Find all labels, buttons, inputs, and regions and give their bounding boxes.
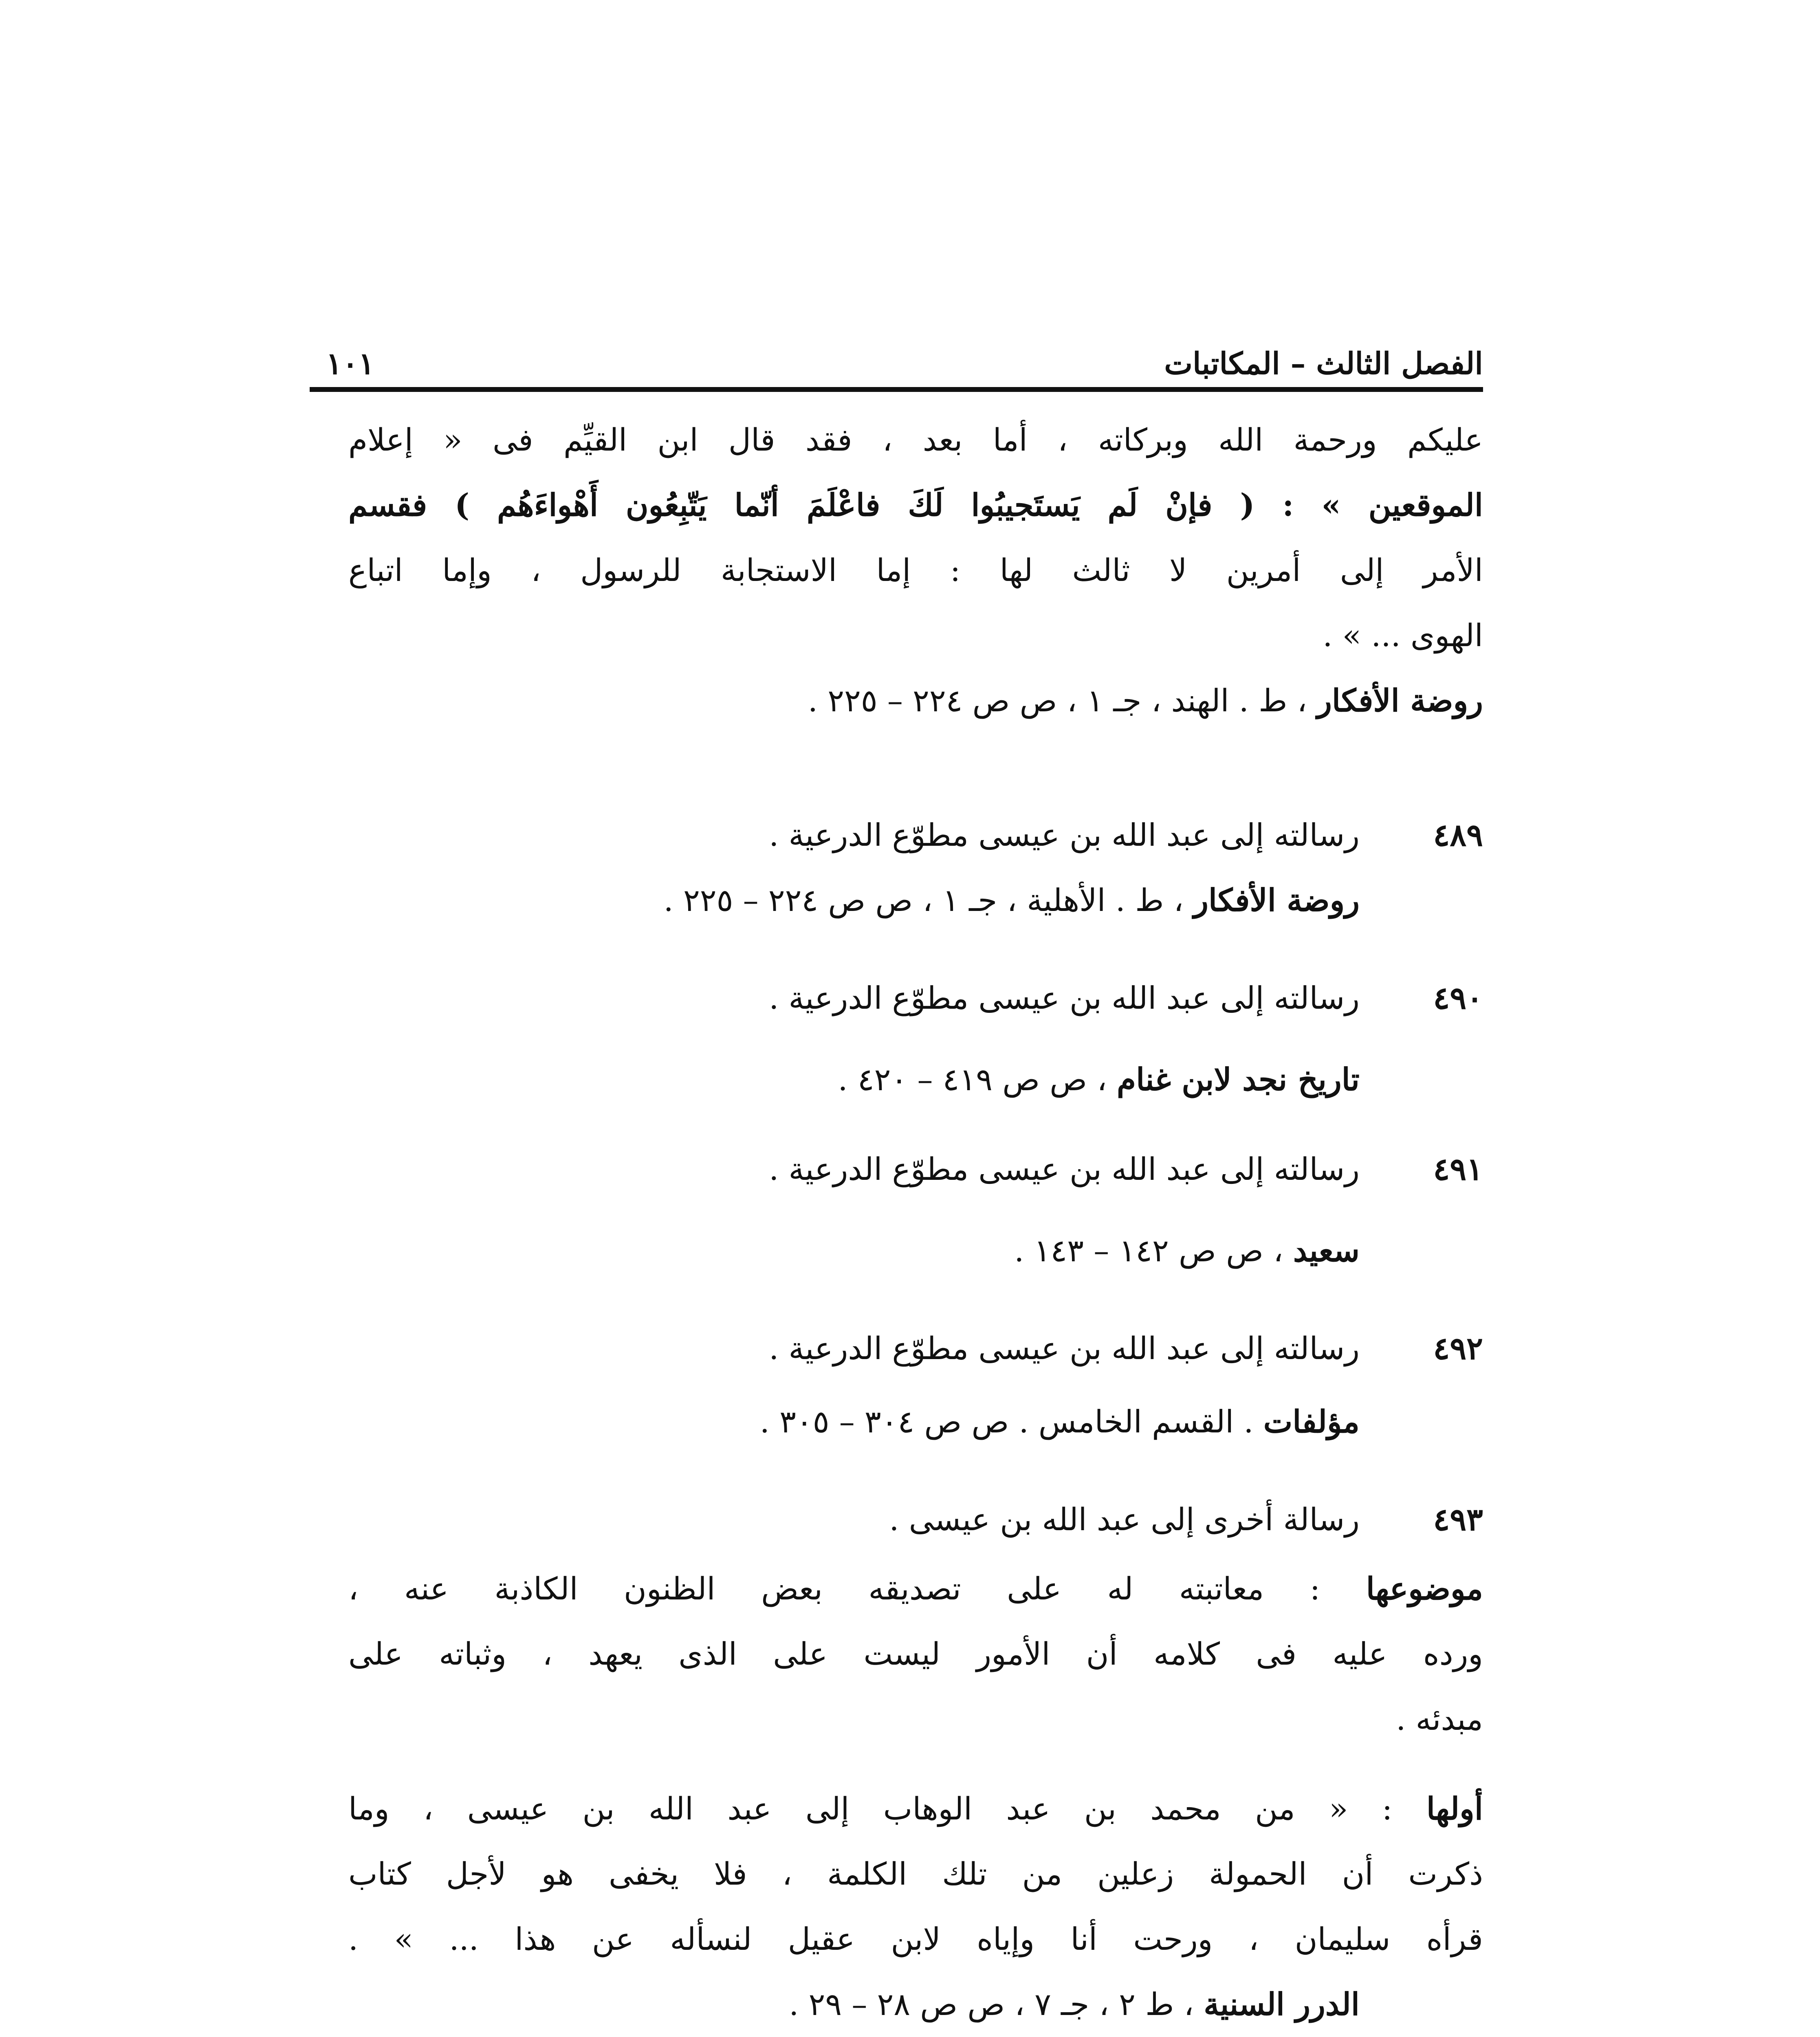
page-header <box>310 322 1483 387</box>
entry-topic-line-2: ورده عليه فى كلامه أن الأمور ليست على الذى يعهد ، وثباته على <box>348 1636 1483 1672</box>
source-title: روضة الأفكار <box>1317 682 1483 719</box>
entry-first-line-3: قرأه سليمان ، ورحت أنا وإياه لابن عقيل لنسأله عن هذا ... » . <box>348 1921 1483 1957</box>
entry-first-line-2: ذكرت أن الحمولة زعلين من تلك الكلمة ، فلا يخفى هو لأجل كتاب <box>348 1856 1483 1892</box>
intro-line-4: الهوى ... » . <box>1323 617 1483 653</box>
entry-first-line-1: أولها : « من محمد بن عبد الوهاب إلى عبد الله بن عيسى ، وما <box>348 1791 1483 1827</box>
entry-topic-line-3: مبدئه . <box>1396 1701 1483 1737</box>
intro-source <box>348 668 1483 733</box>
source-title: مؤلفات <box>1263 1403 1360 1440</box>
entry-number: ٤٨٩ <box>1433 817 1483 853</box>
entry-source <box>348 1047 1360 1112</box>
intro-line-3: الأمر إلى أمرين لا ثالث لها : إما الاستجابة للرسول ، وإما اتباع <box>348 552 1483 588</box>
source-details: ، ط ٢ ، جـ ٧ ، ص ص ٢٨ – ٢٩ . <box>789 1986 1194 2022</box>
entry-title: رسالته إلى عبد الله بن عيسى مطوّع الدرعية . <box>769 1330 1360 1366</box>
source-details: ، ط . الهند ، جـ ١ ، ص ص ٢٢٤ – ٢٢٥ . <box>808 682 1307 719</box>
entry-source <box>348 1389 1360 1454</box>
entry-source <box>348 1218 1360 1283</box>
entry-topic-line-1: موضوعها : معاتبته له على تصديقه بعض الظنون الكاذبة عنه ، <box>348 1571 1483 1607</box>
entry-title: رسالة أخرى إلى عبد الله بن عيسى . <box>889 1501 1360 1538</box>
entry-title: رسالته إلى عبد الله بن عيسى مطوّع الدرعية . <box>769 980 1360 1016</box>
entry-number: ٤٩١ <box>1433 1151 1483 1187</box>
intro-line-1: عليكم ورحمة الله وبركاته ، أما بعد ، فقد قال ابن القيِّم فى « إعلام <box>348 422 1483 458</box>
topic-label: موضوعها <box>1366 1571 1483 1607</box>
intro-line-2: الموقعين » : ( فإنْ لَم يَستَجيبُوا لَكَ فاعْلَمَ أنّما يَتّبِعُون أَهْواءَهُم ) فقسم <box>348 487 1483 523</box>
entry-number: ٤٩٣ <box>1433 1501 1483 1538</box>
entry-source <box>348 868 1360 933</box>
first-label: أولها <box>1426 1791 1483 1827</box>
entry-title: رسالته إلى عبد الله بن عيسى مطوّع الدرعية . <box>769 1151 1360 1187</box>
source-title: روضة الأفكار <box>1193 882 1360 918</box>
source-details: ، ص ص ١٤٢ – ١٤٣ . <box>1014 1232 1283 1269</box>
source-title: سعيد <box>1293 1232 1360 1269</box>
entry-title: رسالته إلى عبد الله بن عيسى مطوّع الدرعية . <box>769 817 1360 853</box>
entry-source <box>348 1972 1360 2037</box>
page-number: ١٠١ <box>326 346 375 381</box>
source-title: تاريخ نجد لابن غنام <box>1117 1061 1360 1098</box>
chapter-title: الفصل الثالث – المكاتبات <box>1164 346 1483 381</box>
source-title: الدرر السنية <box>1204 1986 1360 2022</box>
entry-number: ٤٩٢ <box>1433 1330 1483 1366</box>
entry-number: ٤٩٠ <box>1433 980 1483 1016</box>
source-details: ، ص ص ٤١٩ – ٤٢٠ . <box>838 1061 1107 1098</box>
header-divider <box>310 387 1483 392</box>
source-details: ، ط . الأهلية ، جـ ١ ، ص ص ٢٢٤ – ٢٢٥ . <box>663 882 1184 918</box>
source-details: . القسم الخامس . ص ص ٣٠٤ – ٣٠٥ . <box>759 1403 1254 1440</box>
